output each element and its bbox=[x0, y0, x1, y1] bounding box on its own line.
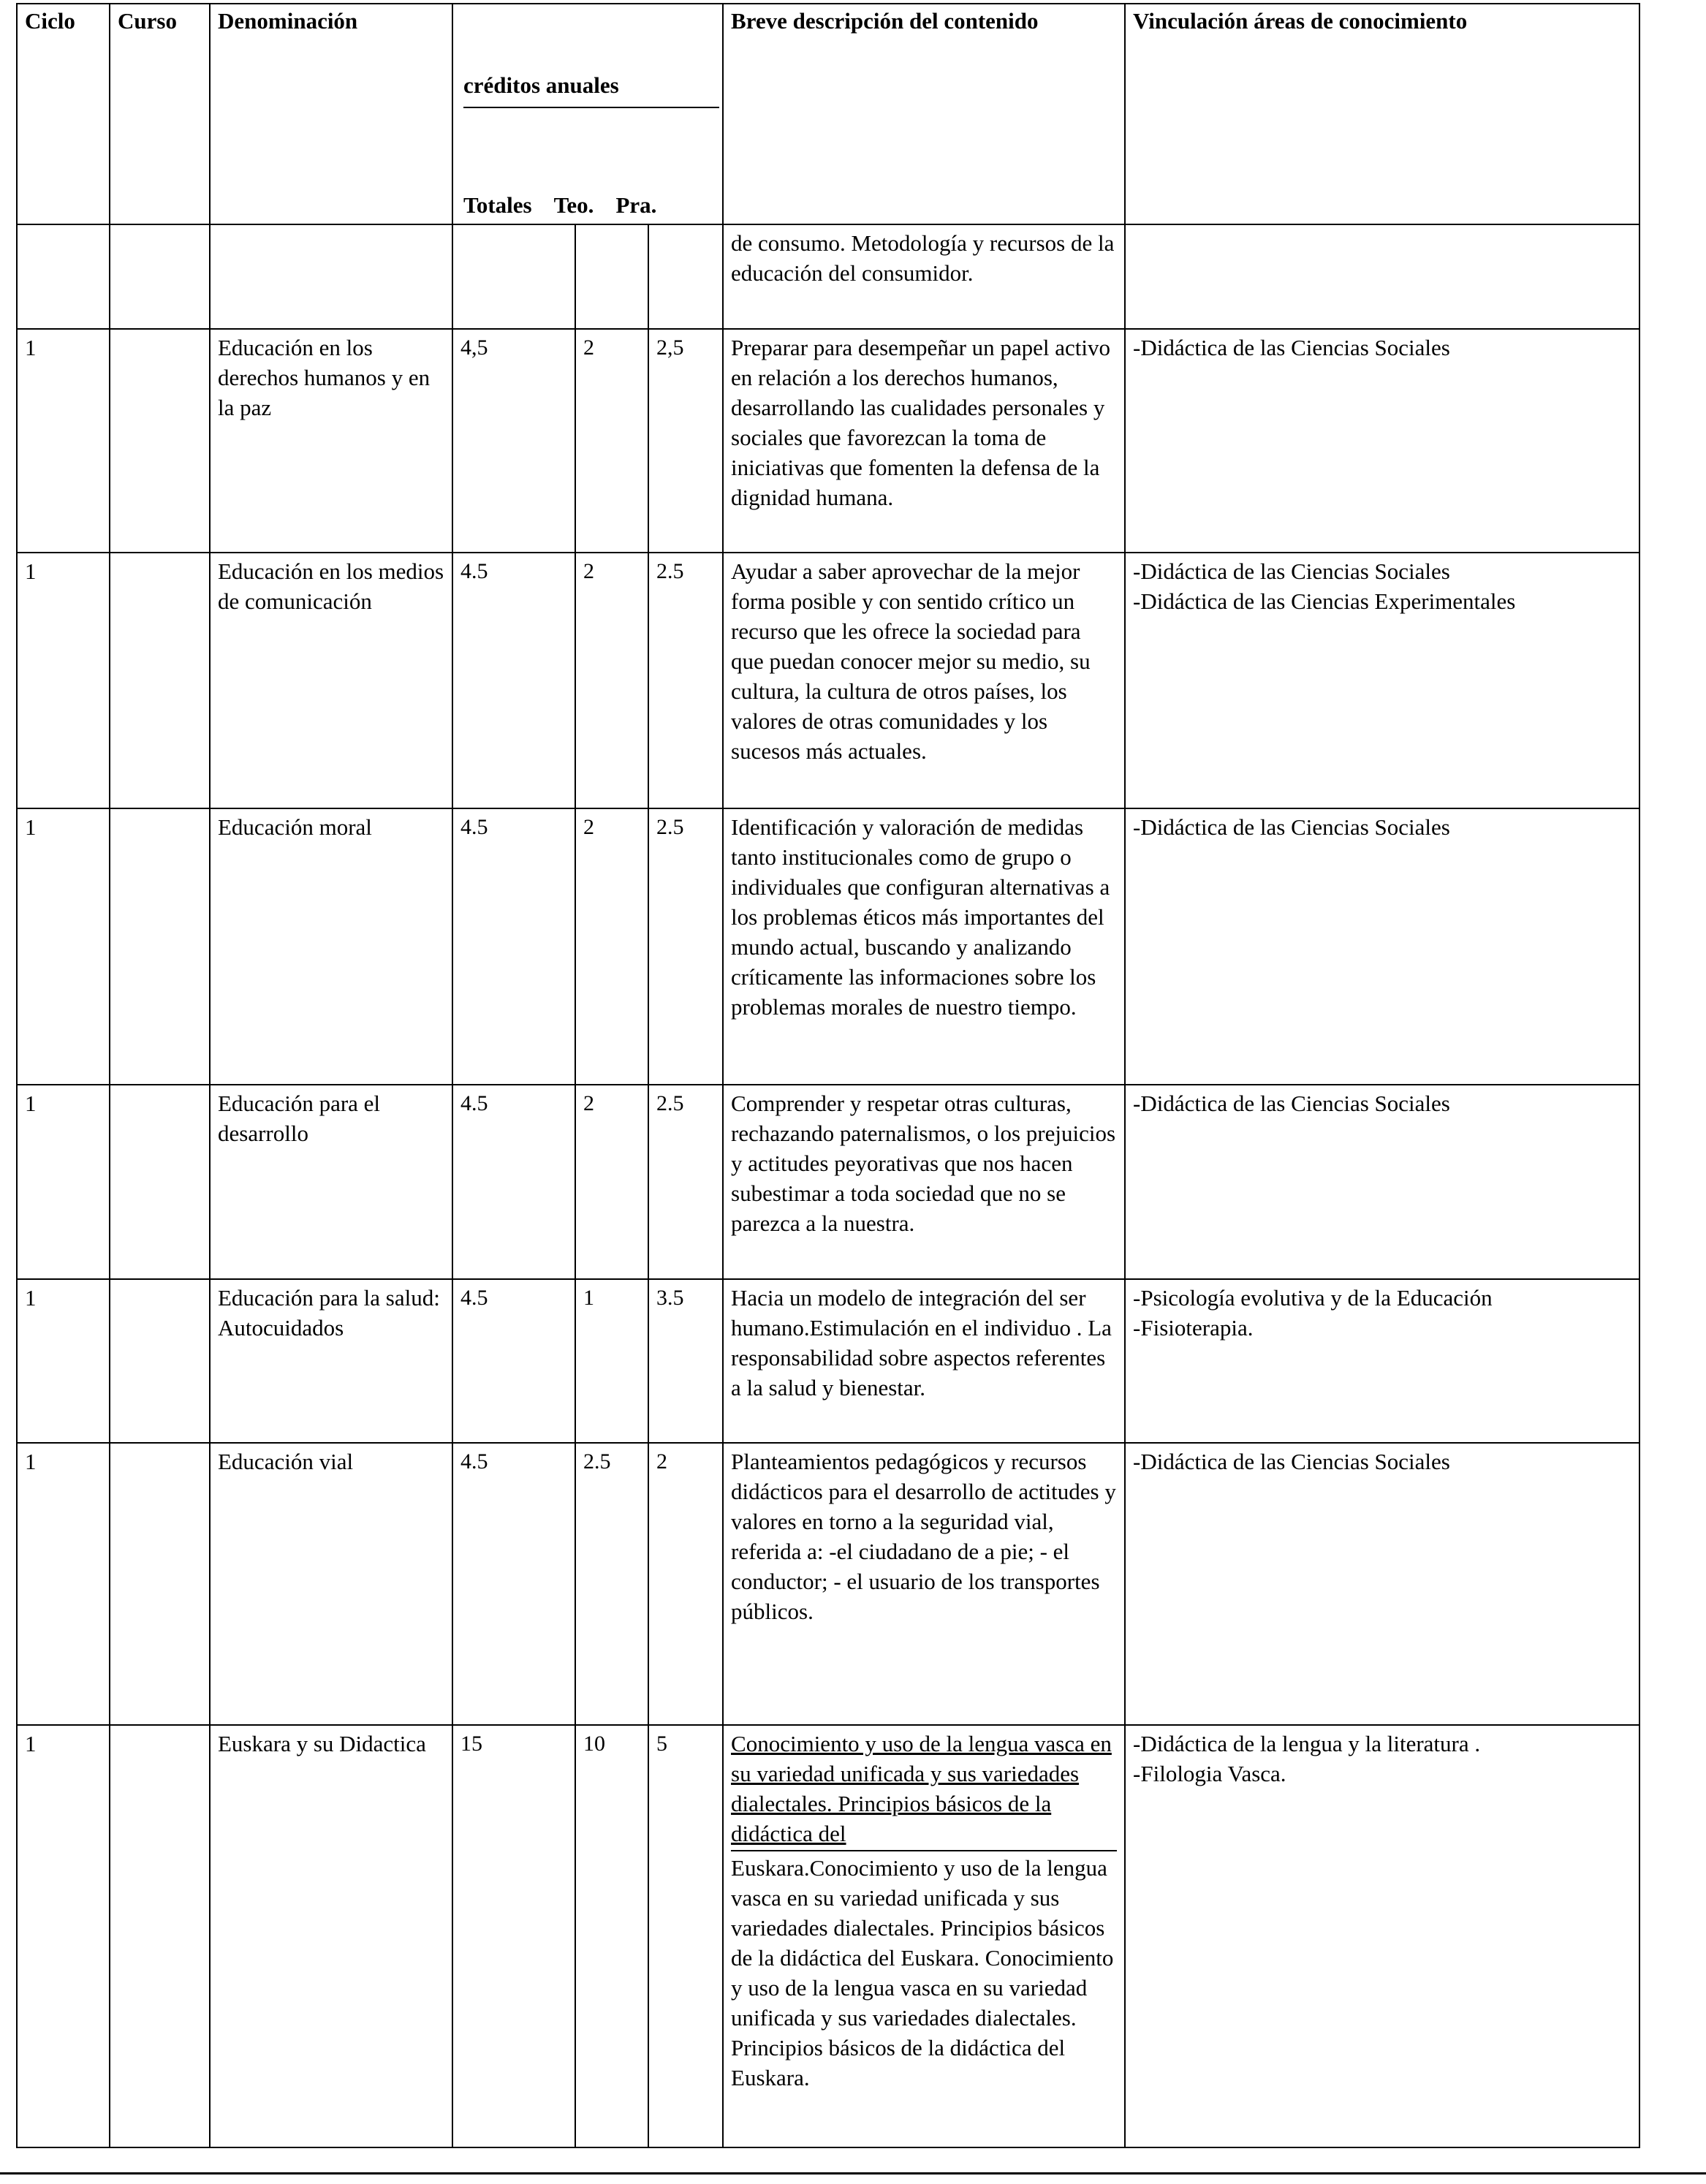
cell-vinculacion bbox=[1125, 1725, 1639, 2147]
vinculacion-line: -Fisioterapia. bbox=[1133, 1315, 1254, 1341]
vinculacion-line: -Didáctica de las Ciencias Experimentales bbox=[1133, 588, 1516, 614]
table-row bbox=[17, 1279, 1639, 1443]
cell-teo: 2.5 bbox=[575, 1443, 648, 1725]
cell-descripcion: Planteamientos pedagógicos y recursos didácticos para el desarrollo de actitudes y valores en torno a la seguridad vial, referida a: -el ciudadano de a pie; - el conductor; - el usuario de los transportes públicos. bbox=[723, 1443, 1125, 1725]
table-row bbox=[17, 224, 1639, 329]
cell-totales: 4.5 bbox=[452, 1443, 575, 1725]
cell-ciclo: 1 bbox=[17, 1279, 110, 1443]
cell-totales: 4.5 bbox=[452, 1085, 575, 1279]
description-part-1: Conocimiento y uso de la lengua vasca en su variedad unificada y sus variedades dialectales. Principios básicos de la didáctica del bbox=[731, 1731, 1112, 1846]
cell-curso bbox=[110, 329, 210, 553]
header-denominacion: Denominación bbox=[210, 4, 452, 224]
cell-denominacion: Educación moral bbox=[210, 808, 452, 1085]
cell-pra: 3.5 bbox=[648, 1279, 723, 1443]
cell-vinculacion bbox=[1125, 224, 1639, 329]
cell-teo: 2 bbox=[575, 553, 648, 808]
table-row bbox=[17, 1085, 1639, 1279]
cell-vinculacion bbox=[1125, 1279, 1639, 1443]
cell-descripcion: Preparar para desempeñar un papel activo en relación a los derechos humanos, desarrollando las cualidades personales y sociales que favorezcan la toma de iniciativas que fomenten la defensa de la dignidad humana. bbox=[723, 329, 1125, 553]
vinculacion-line: -Didáctica de las Ciencias Sociales bbox=[1133, 1449, 1450, 1474]
cell-ciclo: 1 bbox=[17, 808, 110, 1085]
header-ciclo: Ciclo bbox=[17, 4, 110, 224]
cell-curso bbox=[110, 1279, 210, 1443]
cell-ciclo: 1 bbox=[17, 329, 110, 553]
table-row bbox=[17, 1443, 1639, 1725]
table-header-row bbox=[17, 4, 1639, 224]
header-curso: Curso bbox=[110, 4, 210, 224]
cell-vinculacion bbox=[1125, 1085, 1639, 1279]
table-row bbox=[17, 808, 1639, 1085]
cell-pra: 2,5 bbox=[648, 329, 723, 553]
table-row bbox=[17, 329, 1639, 553]
cell-ciclo: 1 bbox=[17, 1085, 110, 1279]
cell-descripcion bbox=[723, 1725, 1125, 2147]
cell-vinculacion bbox=[1125, 329, 1639, 553]
cell-denominacion: Educación en los derechos humanos y en la paz bbox=[210, 329, 452, 553]
cell-teo: 10 bbox=[575, 1725, 648, 2147]
cell-teo: 1 bbox=[575, 1279, 648, 1443]
cell-descripcion: Comprender y respetar otras culturas, rechazando paternalismos, o los prejuicios y actitudes peyorativas que nos hacen subestimar a toda sociedad que no se parezca a la nuestra. bbox=[723, 1085, 1125, 1279]
vinculacion-line: -Didáctica de las Ciencias Sociales bbox=[1133, 558, 1450, 584]
cell-curso bbox=[110, 808, 210, 1085]
cell-totales: 4.5 bbox=[452, 808, 575, 1085]
header-credit-columns bbox=[463, 192, 656, 219]
cell-ciclo: 1 bbox=[17, 1443, 110, 1725]
cell-denominacion bbox=[210, 224, 452, 329]
cell-totales: 4.5 bbox=[452, 1279, 575, 1443]
header-creditos-group bbox=[452, 4, 723, 224]
cell-ciclo bbox=[17, 224, 110, 329]
cell-curso bbox=[110, 553, 210, 808]
table-row bbox=[17, 553, 1639, 808]
cell-teo: 2 bbox=[575, 808, 648, 1085]
cell-descripcion: Ayudar a saber aprovechar de la mejor forma posible y con sentido crítico un recurso que les ofrece la sociedad para que puedan conocer mejor su medio, su cultura, la cultura de otros países, los valores de otras comunidades y los sucesos más actuales. bbox=[723, 553, 1125, 808]
cell-descripcion: Identificación y valoración de medidas tanto institucionales como de grupo o individuales que configuran alternativas a los problemas éticos más importantes del mundo actual, buscando y analizando críticamente las informaciones sobre los problemas morales de nuestro tiempo. bbox=[723, 808, 1125, 1085]
header-creditos: créditos anuales bbox=[463, 72, 719, 108]
vinculacion-line: -Didáctica de las Ciencias Sociales bbox=[1133, 1091, 1450, 1116]
cell-denominacion: Educación vial bbox=[210, 1443, 452, 1725]
vinculacion-line: -Didáctica de las Ciencias Sociales bbox=[1133, 335, 1450, 360]
vinculacion-line: -Didáctica de las Ciencias Sociales bbox=[1133, 814, 1450, 840]
cell-totales: 4,5 bbox=[452, 329, 575, 553]
cell-vinculacion bbox=[1125, 808, 1639, 1085]
header-pra: Pra. bbox=[615, 192, 657, 218]
page-bottom-rule bbox=[0, 2172, 1706, 2174]
cell-denominacion: Educación en los medios de comunicación bbox=[210, 553, 452, 808]
cell-pra: 2.5 bbox=[648, 553, 723, 808]
cell-curso bbox=[110, 1443, 210, 1725]
cell-ciclo: 1 bbox=[17, 553, 110, 808]
cell-totales: 4.5 bbox=[452, 553, 575, 808]
header-totales: Totales bbox=[463, 192, 532, 218]
cell-pra: 2.5 bbox=[648, 1085, 723, 1279]
cell-denominacion: Educación para el desarrollo bbox=[210, 1085, 452, 1279]
description-part-2: Euskara.Conocimiento y uso de la lengua vasca en su variedad unificada y sus variedades dialectales. Principios básicos de la didáctica del Euskara. Conocimiento y uso de la lengua vasca en su variedad unificada y sus variedades dialectales. Principios básicos de la didáctica del Euskara. bbox=[731, 1850, 1117, 2093]
cell-pra: 2 bbox=[648, 1443, 723, 1725]
cell-vinculacion bbox=[1125, 553, 1639, 808]
cell-curso bbox=[110, 1085, 210, 1279]
cell-pra: 5 bbox=[648, 1725, 723, 2147]
cell-descripcion: Hacia un modelo de integración del ser humano.Estimulación en el individuo . La responsabilidad sobre aspectos referentes a la salud y bienestar. bbox=[723, 1279, 1125, 1443]
table-row bbox=[17, 1725, 1639, 2147]
cell-vinculacion bbox=[1125, 1443, 1639, 1725]
cell-descripcion: de consumo. Metodología y recursos de la educación del consumidor. bbox=[723, 224, 1125, 329]
vinculacion-line: -Didáctica de la lengua y la literatura . bbox=[1133, 1731, 1481, 1756]
cell-denominacion: Educación para la salud: Autocuidados bbox=[210, 1279, 452, 1443]
cell-denominacion: Euskara y su Didactica bbox=[210, 1725, 452, 2147]
header-teo: Teo. bbox=[553, 192, 594, 218]
cell-pra bbox=[648, 224, 723, 329]
vinculacion-line: -Filologia Vasca. bbox=[1133, 1761, 1286, 1786]
cell-teo bbox=[575, 224, 648, 329]
cell-ciclo: 1 bbox=[17, 1725, 110, 2147]
header-vinculacion: Vinculación áreas de conocimiento bbox=[1125, 4, 1639, 224]
cell-totales: 15 bbox=[452, 1725, 575, 2147]
cell-teo: 2 bbox=[575, 1085, 648, 1279]
vinculacion-line: -Psicología evolutiva y de la Educación bbox=[1133, 1285, 1493, 1311]
cell-teo: 2 bbox=[575, 329, 648, 553]
cell-pra: 2.5 bbox=[648, 808, 723, 1085]
cell-curso bbox=[110, 1725, 210, 2147]
cell-totales bbox=[452, 224, 575, 329]
study-plan-table bbox=[16, 3, 1640, 2148]
cell-curso bbox=[110, 224, 210, 329]
header-descripcion: Breve descripción del contenido bbox=[723, 4, 1125, 224]
